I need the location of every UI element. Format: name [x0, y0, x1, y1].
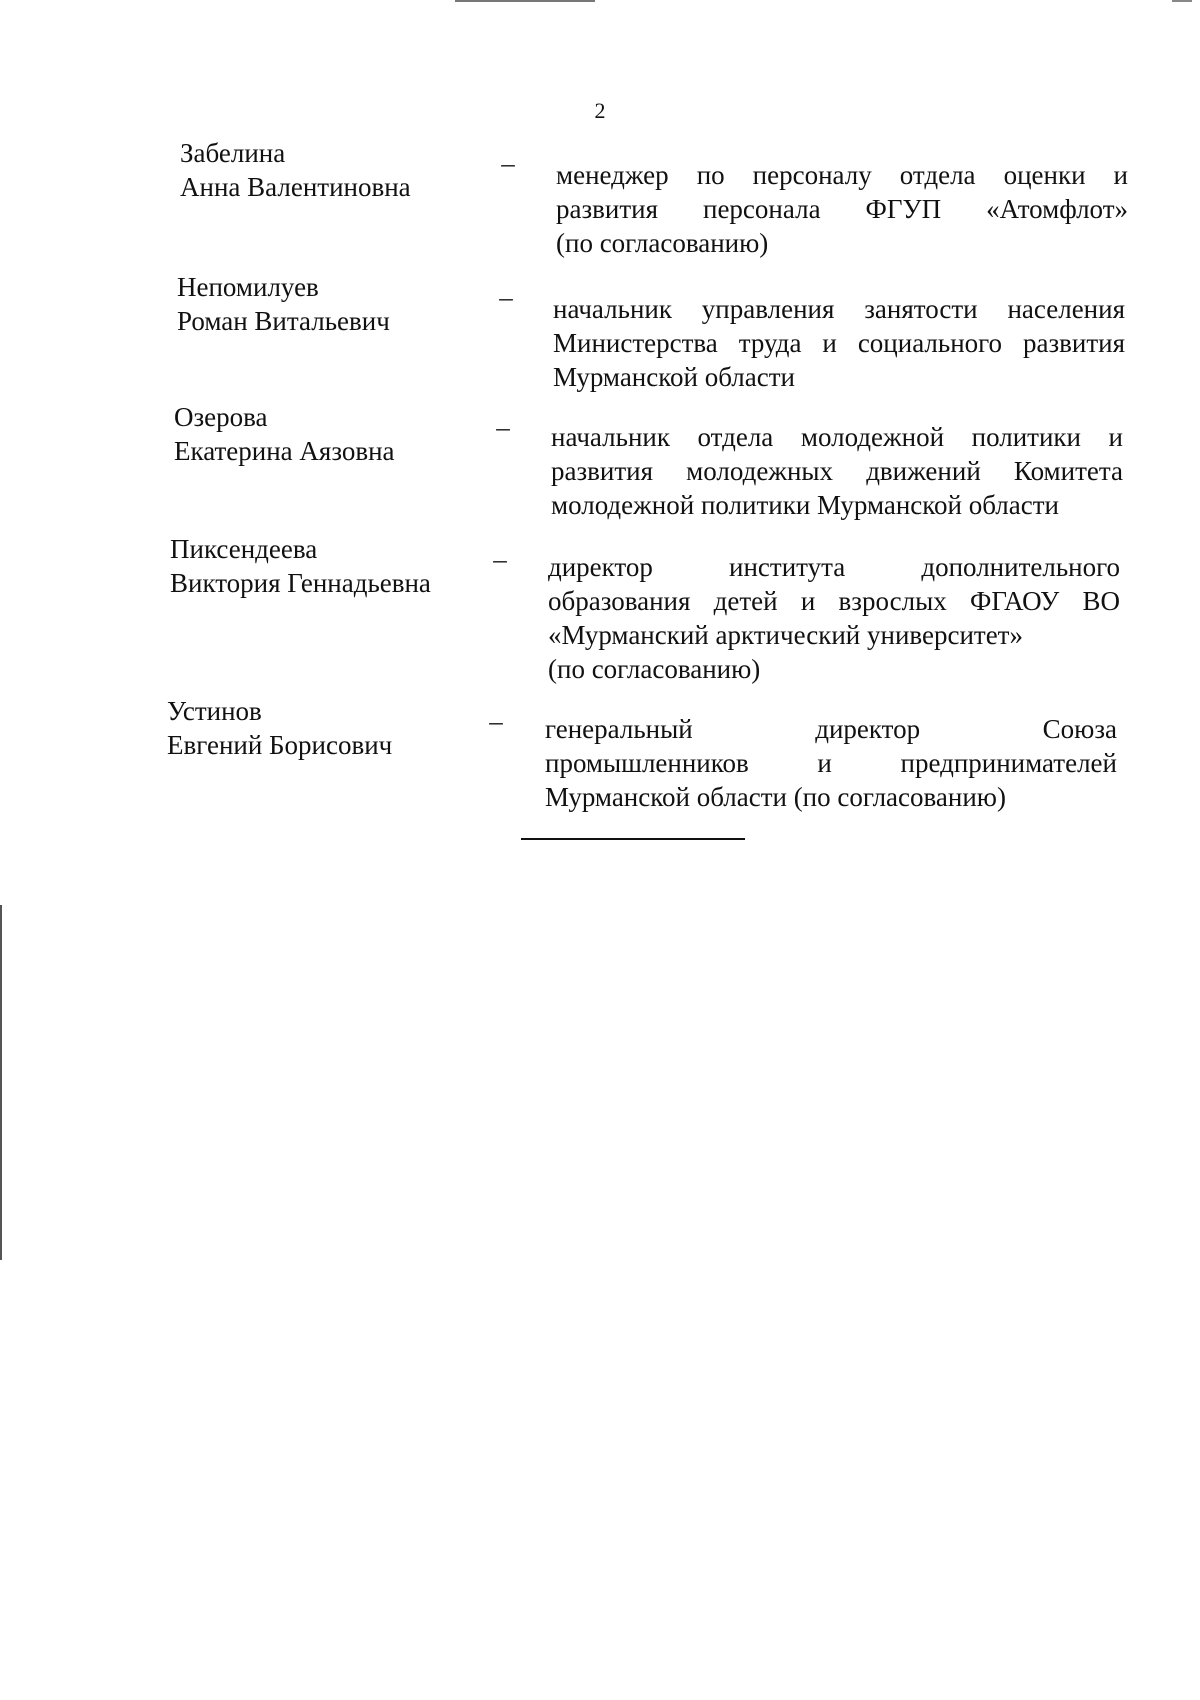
member-given-names: Екатерина Аязовна	[174, 436, 395, 466]
member-dash: –	[496, 412, 510, 442]
description-line: молодежной политики Мурманской области	[551, 490, 1059, 520]
description-line: Мурманской области (по согласованию)	[545, 782, 1006, 812]
member-dash: –	[499, 282, 513, 312]
member-dash: –	[489, 706, 503, 736]
page-number: 2	[594, 98, 606, 123]
description-line: директор института дополнительного	[548, 552, 1120, 582]
member-name	[174, 400, 504, 468]
description-line: промышленников и предпринимателей	[545, 748, 1117, 778]
member-given-names: Анна Валентиновна	[180, 172, 411, 202]
description-line: Мурманской области	[553, 362, 795, 392]
description-line: начальник управления занятости населения	[553, 294, 1125, 324]
member-surname: Пиксендеева	[170, 534, 318, 564]
member-given-names: Евгений Борисович	[167, 730, 393, 760]
member-description	[545, 712, 1117, 814]
member-name	[167, 694, 497, 762]
member-surname: Непомилуев	[177, 272, 319, 302]
description-line: (по согласованию)	[556, 228, 769, 258]
description-line: развития персонала ФГУП «Атомфлот»	[556, 194, 1128, 224]
description-line: Министерства труда и социального развития	[553, 328, 1125, 358]
member-dash: –	[493, 544, 507, 574]
description-line: (по согласованию)	[548, 654, 761, 684]
member-description	[553, 292, 1125, 394]
scan-artifact-top-tick	[1172, 0, 1192, 2]
scan-artifact-top-line	[455, 0, 595, 2]
member-dash: –	[501, 148, 515, 178]
description-line: генеральный директор Союза	[545, 714, 1117, 744]
member-surname: Устинов	[167, 696, 262, 726]
member-name	[177, 270, 507, 338]
member-surname: Озерова	[174, 402, 268, 432]
member-given-names: Роман Витальевич	[177, 306, 390, 336]
member-name	[170, 532, 500, 600]
member-description	[551, 420, 1123, 522]
member-surname: Забелина	[180, 138, 286, 168]
end-of-list-rule	[521, 838, 745, 840]
description-line: развития молодежных движений Комитета	[551, 456, 1123, 486]
description-line: начальник отдела молодежной политики и	[551, 422, 1123, 452]
member-description	[548, 550, 1120, 686]
description-line: менеджер по персоналу отдела оценки и	[556, 160, 1128, 190]
scan-artifact-left-edge	[0, 905, 2, 1260]
member-description	[556, 158, 1128, 260]
description-line: «Мурманский арктический университет»	[548, 620, 1023, 650]
member-name	[180, 136, 510, 204]
member-given-names: Виктория Геннадьевна	[170, 568, 431, 598]
description-line: образования детей и взрослых ФГАОУ ВО	[548, 586, 1120, 616]
